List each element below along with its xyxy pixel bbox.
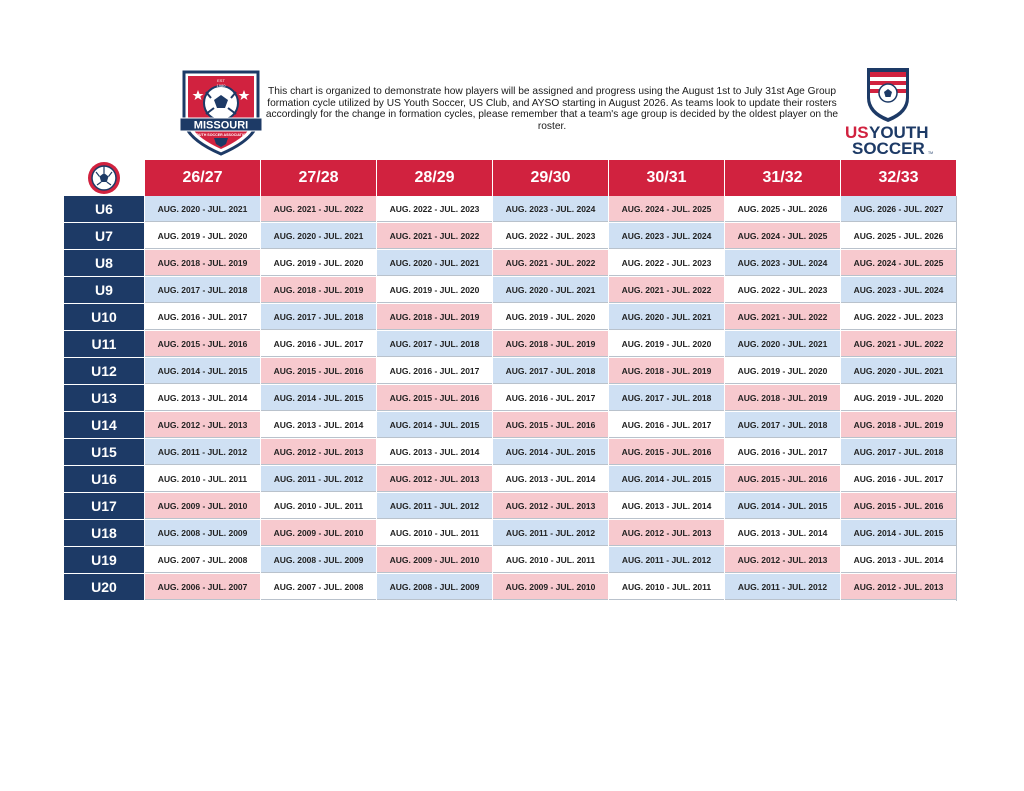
birth-range-cell: AUG. 2012 - JUL. 2013 — [145, 412, 260, 438]
birth-range-cell: AUG. 2011 - JUL. 2012 — [377, 493, 492, 519]
birth-range-cell: AUG. 2013 - JUL. 2014 — [841, 547, 956, 573]
age-group-label: U12 — [64, 358, 144, 385]
column-header: 31/32 — [725, 160, 840, 196]
birth-range-cell: AUG. 2024 - JUL. 2025 — [841, 250, 956, 276]
birth-range-cell: AUG. 2013 - JUL. 2014 — [493, 466, 608, 492]
birth-range-cell: AUG. 2017 - JUL. 2018 — [725, 412, 840, 438]
age-group-label: U8 — [64, 250, 144, 277]
birth-range-cell: AUG. 2022 - JUL. 2023 — [609, 250, 724, 276]
birth-range-cell: AUG. 2015 - JUL. 2016 — [493, 412, 608, 438]
birth-range-cell: AUG. 2010 - JUL. 2011 — [261, 493, 376, 519]
birth-range-cell: AUG. 2012 - JUL. 2013 — [377, 466, 492, 492]
birth-range-cell: AUG. 2021 - JUL. 2022 — [841, 331, 956, 357]
age-group-table — [64, 160, 957, 601]
birth-range-cell: AUG. 2011 - JUL. 2012 — [609, 547, 724, 573]
birth-range-cell: AUG. 2021 - JUL. 2022 — [725, 304, 840, 330]
table-body — [64, 196, 957, 601]
table-row — [64, 547, 956, 574]
birth-range-cell: AUG. 2009 - JUL. 2010 — [261, 520, 376, 546]
birth-range-cell: AUG. 2015 - JUL. 2016 — [609, 439, 724, 465]
birth-range-cell: AUG. 2016 - JUL. 2017 — [377, 358, 492, 384]
intro-text: This chart is organized to demonstrate how players will be assigned and progress using the August 1st to July 31st Age Group formation cycle utilized by US Youth Soccer, US Club, and AYSO starting in August 2026. As teams look to update their rosters accordingly for the change in formation cycles, please remember that a team's age group is decided by the oldest player on the roster. — [265, 86, 839, 132]
birth-range-cell: AUG. 2015 - JUL. 2016 — [841, 493, 956, 519]
birth-range-cell: AUG. 2016 - JUL. 2017 — [725, 439, 840, 465]
svg-text:SOCCER: SOCCER — [852, 139, 925, 158]
table-row — [64, 520, 956, 547]
birth-range-cell: AUG. 2015 - JUL. 2016 — [377, 385, 492, 411]
birth-range-cell: AUG. 2017 - JUL. 2018 — [609, 385, 724, 411]
table-row — [64, 439, 956, 466]
birth-range-cell: AUG. 2010 - JUL. 2011 — [377, 520, 492, 546]
birth-range-cell: AUG. 2019 - JUL. 2020 — [841, 385, 956, 411]
birth-range-cell: AUG. 2014 - JUL. 2015 — [377, 412, 492, 438]
page-header — [0, 0, 1024, 160]
birth-range-cell: AUG. 2012 - JUL. 2013 — [609, 520, 724, 546]
table-row — [64, 412, 956, 439]
birth-range-cell: AUG. 2006 - JUL. 2007 — [145, 574, 260, 600]
birth-range-cell: AUG. 2023 - JUL. 2024 — [725, 250, 840, 276]
birth-range-cell: AUG. 2010 - JUL. 2011 — [145, 466, 260, 492]
birth-range-cell: AUG. 2009 - JUL. 2010 — [377, 547, 492, 573]
birth-range-cell: AUG. 2018 - JUL. 2019 — [377, 304, 492, 330]
birth-range-cell: AUG. 2022 - JUL. 2023 — [841, 304, 956, 330]
birth-range-cell: AUG. 2011 - JUL. 2012 — [493, 520, 608, 546]
table-row — [64, 466, 956, 493]
birth-range-cell: AUG. 2023 - JUL. 2024 — [841, 277, 956, 303]
age-group-label: U19 — [64, 547, 144, 574]
age-group-label: U10 — [64, 304, 144, 331]
birth-range-cell: AUG. 2023 - JUL. 2024 — [493, 196, 608, 222]
birth-range-cell: AUG. 2011 - JUL. 2012 — [145, 439, 260, 465]
birth-range-cell: AUG. 2016 - JUL. 2017 — [609, 412, 724, 438]
svg-text:YOUTH SOCCER ASSOCIATION: YOUTH SOCCER ASSOCIATION — [193, 133, 249, 137]
birth-range-cell: AUG. 2016 - JUL. 2017 — [841, 466, 956, 492]
birth-range-cell: AUG. 2012 - JUL. 2013 — [261, 439, 376, 465]
birth-range-cell: AUG. 2016 - JUL. 2017 — [145, 304, 260, 330]
age-group-label: U17 — [64, 493, 144, 520]
birth-range-cell: AUG. 2022 - JUL. 2023 — [725, 277, 840, 303]
column-header: 30/31 — [609, 160, 724, 196]
birth-range-cell: AUG. 2017 - JUL. 2018 — [377, 331, 492, 357]
birth-range-cell: AUG. 2024 - JUL. 2025 — [725, 223, 840, 249]
age-group-label: U11 — [64, 331, 144, 358]
birth-range-cell: AUG. 2025 - JUL. 2026 — [725, 196, 840, 222]
birth-range-cell: AUG. 2025 - JUL. 2026 — [841, 223, 956, 249]
birth-range-cell: AUG. 2016 - JUL. 2017 — [261, 331, 376, 357]
svg-text:1980: 1980 — [216, 83, 226, 88]
birth-range-cell: AUG. 2018 - JUL. 2019 — [493, 331, 608, 357]
birth-range-cell: AUG. 2015 - JUL. 2016 — [145, 331, 260, 357]
birth-range-cell: AUG. 2017 - JUL. 2018 — [145, 277, 260, 303]
birth-range-cell: AUG. 2024 - JUL. 2025 — [609, 196, 724, 222]
age-group-label: U20 — [64, 574, 144, 601]
birth-range-cell: AUG. 2021 - JUL. 2022 — [261, 196, 376, 222]
column-header: 27/28 — [261, 160, 376, 196]
birth-range-cell: AUG. 2021 - JUL. 2022 — [493, 250, 608, 276]
age-group-label: U14 — [64, 412, 144, 439]
soccer-ball-icon — [87, 161, 121, 195]
birth-range-cell: AUG. 2013 - JUL. 2014 — [145, 385, 260, 411]
birth-range-cell: AUG. 2014 - JUL. 2015 — [725, 493, 840, 519]
table-row — [64, 574, 956, 601]
age-group-label: U16 — [64, 466, 144, 493]
birth-range-cell: AUG. 2014 - JUL. 2015 — [261, 385, 376, 411]
birth-range-cell: AUG. 2019 - JUL. 2020 — [145, 223, 260, 249]
birth-range-cell: AUG. 2026 - JUL. 2027 — [841, 196, 956, 222]
birth-range-cell: AUG. 2010 - JUL. 2011 — [493, 547, 608, 573]
birth-range-cell: AUG. 2022 - JUL. 2023 — [377, 196, 492, 222]
birth-range-cell: AUG. 2019 - JUL. 2020 — [261, 250, 376, 276]
us-youth-soccer-logo — [838, 66, 938, 158]
birth-range-cell: AUG. 2011 - JUL. 2012 — [261, 466, 376, 492]
svg-text:TM: TM — [928, 151, 934, 155]
birth-range-cell: AUG. 2020 - JUL. 2021 — [725, 331, 840, 357]
table-row — [64, 196, 956, 223]
birth-range-cell: AUG. 2008 - JUL. 2009 — [261, 547, 376, 573]
birth-range-cell: AUG. 2018 - JUL. 2019 — [609, 358, 724, 384]
birth-range-cell: AUG. 2017 - JUL. 2018 — [841, 439, 956, 465]
birth-range-cell: AUG. 2012 - JUL. 2013 — [725, 547, 840, 573]
birth-range-cell: AUG. 2013 - JUL. 2014 — [261, 412, 376, 438]
birth-range-cell: AUG. 2007 - JUL. 2008 — [145, 547, 260, 573]
birth-range-cell: AUG. 2014 - JUL. 2015 — [841, 520, 956, 546]
birth-range-cell: AUG. 2016 - JUL. 2017 — [493, 385, 608, 411]
table-row — [64, 277, 956, 304]
birth-range-cell: AUG. 2008 - JUL. 2009 — [377, 574, 492, 600]
age-group-label: U15 — [64, 439, 144, 466]
table-row — [64, 250, 956, 277]
svg-text:EST: EST — [217, 78, 225, 83]
column-header: 32/33 — [841, 160, 956, 196]
birth-range-cell: AUG. 2020 - JUL. 2021 — [841, 358, 956, 384]
age-group-label: U18 — [64, 520, 144, 547]
birth-range-cell: AUG. 2009 - JUL. 2010 — [493, 574, 608, 600]
birth-range-cell: AUG. 2012 - JUL. 2013 — [493, 493, 608, 519]
table-row — [64, 358, 956, 385]
birth-range-cell: AUG. 2018 - JUL. 2019 — [725, 385, 840, 411]
birth-range-cell: AUG. 2020 - JUL. 2021 — [261, 223, 376, 249]
table-row — [64, 331, 956, 358]
birth-range-cell: AUG. 2014 - JUL. 2015 — [493, 439, 608, 465]
birth-range-cell: AUG. 2015 - JUL. 2016 — [725, 466, 840, 492]
birth-range-cell: AUG. 2009 - JUL. 2010 — [145, 493, 260, 519]
birth-range-cell: AUG. 2018 - JUL. 2019 — [261, 277, 376, 303]
birth-range-cell: AUG. 2010 - JUL. 2011 — [609, 574, 724, 600]
svg-text:YOUTH: YOUTH — [869, 123, 929, 142]
birth-range-cell: AUG. 2017 - JUL. 2018 — [493, 358, 608, 384]
table-header-row — [64, 160, 957, 196]
table-row — [64, 493, 956, 520]
age-group-label: U7 — [64, 223, 144, 250]
birth-range-cell: AUG. 2019 - JUL. 2020 — [609, 331, 724, 357]
birth-range-cell: AUG. 2021 - JUL. 2022 — [377, 223, 492, 249]
column-header: 26/27 — [145, 160, 260, 196]
birth-range-cell: AUG. 2012 - JUL. 2013 — [841, 574, 956, 600]
birth-range-cell: AUG. 2018 - JUL. 2019 — [841, 412, 956, 438]
corner-cell — [64, 160, 144, 196]
svg-text:US: US — [845, 123, 869, 142]
birth-range-cell: AUG. 2013 - JUL. 2014 — [377, 439, 492, 465]
birth-range-cell: AUG. 2011 - JUL. 2012 — [725, 574, 840, 600]
column-header: 28/29 — [377, 160, 492, 196]
birth-range-cell: AUG. 2023 - JUL. 2024 — [609, 223, 724, 249]
birth-range-cell: AUG. 2013 - JUL. 2014 — [609, 493, 724, 519]
age-group-label: U13 — [64, 385, 144, 412]
svg-text:MISSOURI: MISSOURI — [193, 119, 249, 132]
missouri-youth-soccer-logo — [176, 68, 266, 156]
birth-range-cell: AUG. 2014 - JUL. 2015 — [145, 358, 260, 384]
birth-range-cell: AUG. 2008 - JUL. 2009 — [145, 520, 260, 546]
birth-range-cell: AUG. 2015 - JUL. 2016 — [261, 358, 376, 384]
table-row — [64, 223, 956, 250]
birth-range-cell: AUG. 2020 - JUL. 2021 — [609, 304, 724, 330]
birth-range-cell: AUG. 2018 - JUL. 2019 — [145, 250, 260, 276]
table-row — [64, 304, 956, 331]
birth-range-cell: AUG. 2021 - JUL. 2022 — [609, 277, 724, 303]
birth-range-cell: AUG. 2022 - JUL. 2023 — [493, 223, 608, 249]
birth-range-cell: AUG. 2020 - JUL. 2021 — [493, 277, 608, 303]
birth-range-cell: AUG. 2007 - JUL. 2008 — [261, 574, 376, 600]
table-row — [64, 385, 956, 412]
column-header: 29/30 — [493, 160, 608, 196]
birth-range-cell: AUG. 2019 - JUL. 2020 — [725, 358, 840, 384]
birth-range-cell: AUG. 2019 - JUL. 2020 — [377, 277, 492, 303]
birth-range-cell: AUG. 2017 - JUL. 2018 — [261, 304, 376, 330]
birth-range-cell: AUG. 2020 - JUL. 2021 — [145, 196, 260, 222]
age-group-label: U6 — [64, 196, 144, 223]
birth-range-cell: AUG. 2013 - JUL. 2014 — [725, 520, 840, 546]
birth-range-cell: AUG. 2014 - JUL. 2015 — [609, 466, 724, 492]
age-group-label: U9 — [64, 277, 144, 304]
birth-range-cell: AUG. 2019 - JUL. 2020 — [493, 304, 608, 330]
birth-range-cell: AUG. 2020 - JUL. 2021 — [377, 250, 492, 276]
